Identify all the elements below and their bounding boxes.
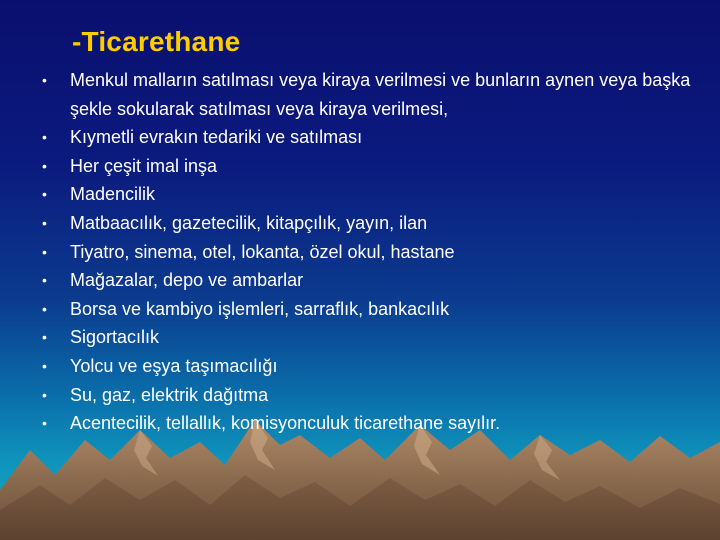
- bullet-icon: •: [42, 157, 47, 174]
- bullet-icon: •: [42, 272, 47, 289]
- list-item-text: Yolcu ve eşya taşımacılığı: [70, 355, 278, 376]
- list-item: [42, 295, 702, 324]
- bullet-icon: •: [42, 214, 47, 231]
- list-item: [42, 123, 702, 152]
- list-item: [42, 238, 702, 267]
- list-item: [42, 180, 702, 209]
- list-item-text: Tiyatro, sinema, otel, lokanta, özel okul, hastane: [70, 241, 455, 262]
- slide-title: -Ticarethane: [72, 26, 241, 57]
- list-item-text: Her çeşit imal inşa: [70, 155, 218, 176]
- list-item: [42, 66, 702, 123]
- list-item-text: Menkul malların satılması veya kiraya verilmesi ve bunların aynen veya başka şekle sokularak satılması veya kiraya verilmesi,: [70, 70, 691, 119]
- bullet-list: [42, 66, 702, 438]
- bullet-icon: •: [42, 72, 47, 88]
- bullet-icon: •: [42, 186, 47, 203]
- list-item-text: Kıymetli evrakın tedariki ve satılması: [70, 127, 363, 148]
- list-item-text: Madencilik: [70, 184, 156, 205]
- list-item: [42, 323, 702, 352]
- bullet-icon: •: [42, 415, 47, 432]
- list-item-text: Sigortacılık: [70, 327, 160, 348]
- bullet-icon: •: [42, 300, 47, 317]
- list-item-text: Su, gaz, elektrik dağıtma: [70, 384, 269, 405]
- bullet-icon: •: [42, 386, 47, 403]
- list-item-text: Acentecilik, tellallık, komisyonculuk ticarethane sayılır.: [70, 413, 501, 434]
- list-item-text: Borsa ve kambiyo işlemleri, sarraflık, bankacılık: [70, 298, 450, 319]
- bullet-icon: •: [42, 357, 47, 374]
- bullet-icon: •: [42, 129, 47, 146]
- bullet-icon: •: [42, 243, 47, 260]
- list-item: [42, 209, 702, 238]
- bullet-icon: •: [42, 329, 47, 346]
- list-item: [42, 381, 702, 410]
- list-item: [42, 352, 702, 381]
- list-item: [42, 409, 702, 438]
- list-item: [42, 266, 702, 295]
- list-item: [42, 152, 702, 181]
- list-item-text: Matbaacılık, gazetecilik, kitapçılık, yayın, ilan: [70, 212, 428, 233]
- list-item-text: Mağazalar, depo ve ambarlar: [70, 270, 304, 291]
